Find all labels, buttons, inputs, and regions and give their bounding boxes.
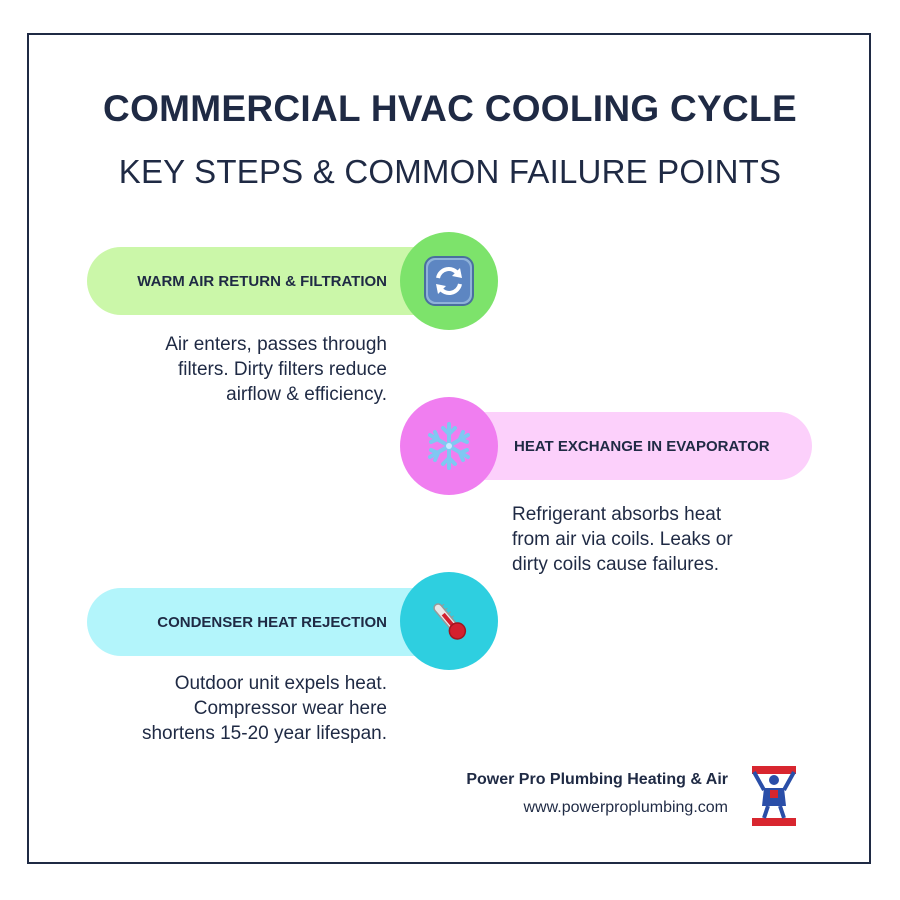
step-2-label: HEAT EXCHANGE IN EVAPORATOR bbox=[514, 437, 770, 455]
step-1-circle bbox=[400, 232, 498, 330]
thermometer-icon bbox=[424, 596, 474, 646]
company-name: Power Pro Plumbing Heating & Air bbox=[466, 771, 728, 788]
company-website[interactable]: www.powerproplumbing.com bbox=[523, 799, 728, 816]
step-3-label: CONDENSER HEAT REJECTION bbox=[157, 613, 387, 631]
recycle-arrows-icon bbox=[424, 256, 474, 306]
step-2-pill bbox=[452, 412, 812, 480]
step-3-circle bbox=[400, 572, 498, 670]
step-3-description: Outdoor unit expels heat. Compressor wear here shortens 15-20 year lifespan. bbox=[141, 673, 387, 744]
step-3-pill bbox=[87, 588, 447, 656]
step-1-label: WARM AIR RETURN & FILTRATION bbox=[137, 272, 387, 290]
snowflake-icon bbox=[423, 420, 475, 472]
page-title: COMMERCIAL HVAC COOLING CYCLE bbox=[103, 88, 797, 129]
step-1-pill bbox=[87, 247, 447, 315]
step-1-description: Air enters, passes through filters. Dirty filters reduce airflow & efficiency. bbox=[165, 334, 387, 405]
step-2-description: Refrigerant absorbs heat from air via coils. Leaks or dirty coils cause failures. bbox=[512, 504, 733, 575]
plumber-mascot-logo bbox=[748, 762, 800, 830]
step-2-circle bbox=[400, 397, 498, 495]
page-subtitle: KEY STEPS & COMMON FAILURE POINTS bbox=[118, 153, 782, 190]
